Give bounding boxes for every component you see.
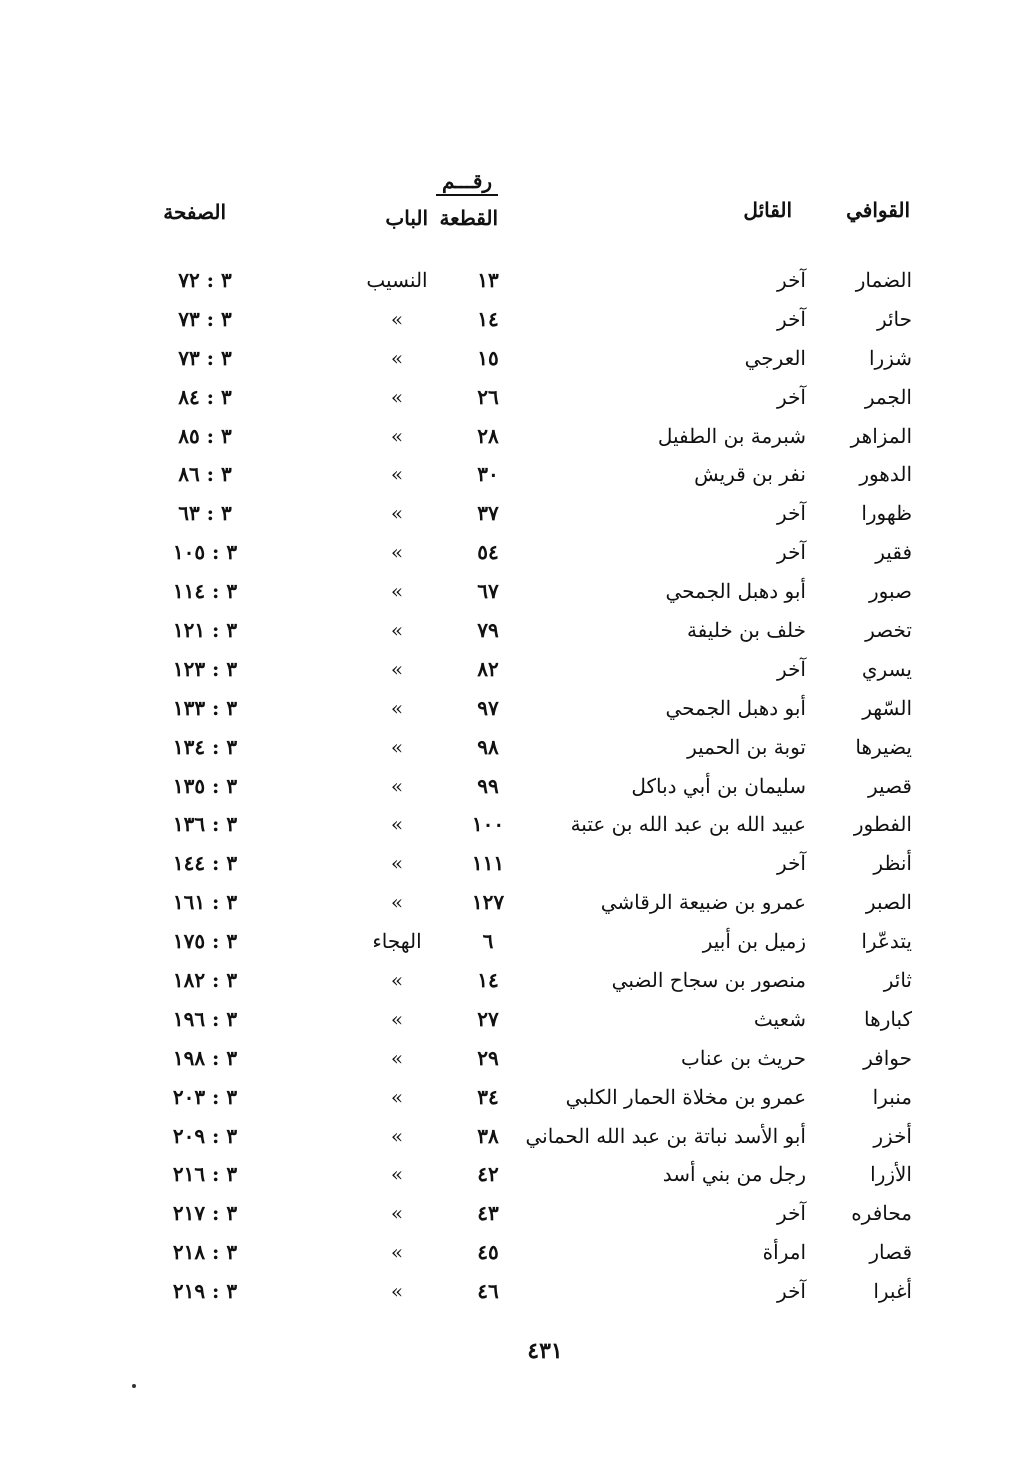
page-ref-cell: ٣ : ١٣٤ <box>172 734 238 759</box>
piece-number-cell: ٢٦ <box>477 384 499 409</box>
qawafi-cell: يضيرها <box>855 734 912 759</box>
table-row <box>0 651 1020 690</box>
table-row <box>0 262 1020 301</box>
piece-number-cell: ١٣ <box>477 268 499 292</box>
qawafi-cell: حائر <box>876 306 912 331</box>
table-row <box>0 806 1020 845</box>
header-qawafi: القوافي <box>846 198 910 222</box>
qail-cell: شعيث <box>753 1006 806 1031</box>
table-row <box>0 379 1020 418</box>
page-ref-cell: ٣ : ١٩٦ <box>172 1006 238 1031</box>
header-safha: الصفحة <box>163 200 226 224</box>
page-ref-cell: ٣ : ٨٦ <box>178 462 232 487</box>
qail-cell: منصور بن سجاح الضبي <box>611 968 806 993</box>
index-table <box>0 262 1020 1312</box>
qawafi-cell: الفطور <box>853 812 912 837</box>
qail-cell: عبيد الله بن عبد الله بن عتبة <box>570 812 806 837</box>
header-qitaa: القطعة <box>439 206 498 230</box>
chapter-cell: » <box>390 1084 404 1109</box>
qawafi-cell: محافره <box>851 1201 912 1226</box>
page-ref-cell: ٣ : ١٤٤ <box>172 851 238 876</box>
qail-cell: توبة بن الحمير <box>687 734 806 759</box>
qawafi-cell: أغبرا <box>873 1279 912 1304</box>
chapter-cell: » <box>390 384 404 409</box>
table-row <box>0 690 1020 729</box>
piece-number-cell: ١٤ <box>477 306 499 331</box>
qail-cell: آخر <box>777 851 806 876</box>
chapter-cell: » <box>390 1162 404 1187</box>
qawafi-cell: منبرا <box>872 1084 912 1109</box>
qawafi-cell: الصبر <box>865 890 912 915</box>
page-ref-cell: ٣ : ١٣٣ <box>172 695 238 720</box>
page-ref-cell: ٣ : ٢٠٩ <box>172 1123 238 1148</box>
page-ref-cell: ٣ : ١٣٦ <box>172 812 238 837</box>
piece-number-cell: ٢٨ <box>477 423 499 448</box>
piece-number-cell: ٣٧ <box>477 501 499 526</box>
qail-cell: أبو الأسد نباتة بن عبد الله الحماني <box>525 1123 806 1148</box>
qawafi-cell: الجمر <box>864 384 912 409</box>
table-row <box>0 573 1020 612</box>
chapter-cell: » <box>390 890 404 915</box>
chapter-cell: » <box>390 501 404 526</box>
page-ref-cell: ٣ : ١١٤ <box>172 579 238 604</box>
chapter-cell: » <box>390 1240 404 1265</box>
table-row <box>0 1156 1020 1195</box>
piece-number-cell: ١١١ <box>471 851 505 876</box>
table-row <box>0 301 1020 340</box>
page-ref-cell: ٣ : ١٦١ <box>172 890 238 915</box>
chapter-cell: » <box>390 540 404 565</box>
qawafi-cell: الدهور <box>859 462 912 487</box>
header-raqm: رقـــم <box>436 168 498 196</box>
page-ref-cell: ٣ : ٧٣ <box>178 306 232 331</box>
qawafi-cell: المزاهر <box>850 423 912 448</box>
qail-cell: آخر <box>777 384 806 409</box>
qail-cell: نفر بن قريش <box>694 462 806 487</box>
page-ref-cell: ٣ : ٢٠٣ <box>172 1084 238 1109</box>
qawafi-cell: كبارها <box>864 1006 912 1031</box>
page-ref-cell: ٣ : ١٠٥ <box>172 540 238 565</box>
table-row <box>0 1195 1020 1234</box>
qawafi-cell: يتدعّرا <box>861 929 912 954</box>
qawafi-cell: تخصر <box>865 618 912 643</box>
piece-number-cell: ٧٩ <box>477 618 499 643</box>
table-row <box>0 1273 1020 1312</box>
piece-number-cell: ١٥ <box>477 345 499 370</box>
chapter-cell: » <box>390 1279 404 1304</box>
qail-cell: آخر <box>777 656 806 681</box>
qawafi-cell: قصير <box>868 773 912 798</box>
page-ref-cell: ٣ : ٨٤ <box>178 384 232 409</box>
qail-cell: امرأة <box>762 1240 806 1265</box>
chapter-cell: » <box>390 1045 404 1070</box>
table-row <box>0 1234 1020 1273</box>
chapter-cell: » <box>390 851 404 876</box>
table-row <box>0 923 1020 962</box>
qail-cell: آخر <box>777 1279 806 1304</box>
chapter-cell: » <box>390 812 404 837</box>
page-ref-cell: ٣ : ٢١٧ <box>172 1201 238 1226</box>
qawafi-cell: قصار <box>869 1240 912 1265</box>
qail-cell: العرجي <box>744 345 806 370</box>
page-ref-cell: ٣ : ٢١٦ <box>172 1162 238 1187</box>
piece-number-cell: ٩٩ <box>477 773 499 798</box>
piece-number-cell: ١٢٧ <box>471 890 505 915</box>
page-ref-cell: ٣ : ٨٥ <box>178 423 232 448</box>
qawafi-cell: يسري <box>861 656 912 681</box>
page-ref-cell: ٣ : ١٣٥ <box>172 773 238 798</box>
table-row <box>0 1079 1020 1118</box>
qawafi-cell: ثائر <box>883 968 912 993</box>
page-ref-cell: ٣ : ١٨٢ <box>172 968 238 993</box>
piece-number-cell: ٤٥ <box>477 1240 499 1265</box>
chapter-cell: » <box>390 773 404 798</box>
table-row <box>0 534 1020 573</box>
qail-cell: سليمان بن أبي دباكل <box>631 773 806 798</box>
page-ref-cell: ٣ : ١٧٥ <box>172 929 238 954</box>
qawafi-cell: الضمار <box>855 268 912 292</box>
qail-cell: خلف بن خليفة <box>686 618 806 643</box>
page-ref-cell: ٣ : ٧٣ <box>178 345 232 370</box>
qail-cell: حريث بن عناب <box>681 1045 806 1070</box>
page-number: ٤٣١ <box>527 1338 563 1364</box>
qawafi-cell: شزرا <box>868 345 912 370</box>
qawafi-cell: الأزرا <box>870 1162 912 1187</box>
chapter-cell: النسيب <box>366 268 428 292</box>
page-ref-cell: ٣ : ١٩٨ <box>172 1045 238 1070</box>
qawafi-cell: ظهورا <box>861 501 912 526</box>
qail-cell: زميل بن أبير <box>702 929 806 954</box>
table-row <box>0 612 1020 651</box>
table-row <box>0 456 1020 495</box>
table-row <box>0 1001 1020 1040</box>
chapter-cell: الهجاء <box>372 929 422 954</box>
page-ref-cell: ٣ : ٦٣ <box>178 501 232 526</box>
qail-cell: أبو دهبل الجمحي <box>665 695 806 720</box>
qail-cell: آخر <box>777 501 806 526</box>
table-row <box>0 340 1020 379</box>
qail-cell: عمرو بن مخلاة الحمار الكلبي <box>565 1084 806 1109</box>
table-row <box>0 768 1020 807</box>
header-qail: القائل <box>743 198 792 222</box>
qail-cell: آخر <box>777 268 806 292</box>
page-ref-cell: ٣ : ٧٢ <box>178 268 232 292</box>
chapter-cell: » <box>390 1006 404 1031</box>
chapter-cell: » <box>390 579 404 604</box>
piece-number-cell: ٣٤ <box>477 1084 499 1109</box>
table-row <box>0 495 1020 534</box>
qail-cell: أبو دهبل الجمحي <box>665 579 806 604</box>
qawafi-cell: صبور <box>868 579 912 604</box>
chapter-cell: » <box>390 462 404 487</box>
table-row <box>0 884 1020 923</box>
page-ref-cell: ٣ : ٢١٩ <box>172 1279 238 1304</box>
piece-number-cell: ٣٠ <box>477 462 499 487</box>
piece-number-cell: ٤٣ <box>477 1201 499 1226</box>
piece-number-cell: ٨٢ <box>477 656 499 681</box>
qail-cell: رجل من بني أسد <box>662 1162 806 1187</box>
piece-number-cell: ٢٩ <box>477 1045 499 1070</box>
piece-number-cell: ٢٧ <box>477 1006 499 1031</box>
chapter-cell: » <box>390 695 404 720</box>
qawafi-cell: أنظر <box>873 851 912 876</box>
qail-cell: آخر <box>777 1201 806 1226</box>
chapter-cell: » <box>390 1201 404 1226</box>
table-row <box>0 418 1020 457</box>
piece-number-cell: ٩٨ <box>477 734 499 759</box>
page-ref-cell: ٣ : ١٢١ <box>172 618 238 643</box>
chapter-cell: » <box>390 656 404 681</box>
piece-number-cell: ٩٧ <box>477 695 499 720</box>
qail-cell: آخر <box>777 306 806 331</box>
chapter-cell: » <box>390 968 404 993</box>
piece-number-cell: ٤٢ <box>477 1162 499 1187</box>
piece-number-cell: ١٤ <box>477 968 499 993</box>
qail-cell: آخر <box>777 540 806 565</box>
chapter-cell: » <box>390 618 404 643</box>
chapter-cell: » <box>390 345 404 370</box>
page-ref-cell: ٣ : ٢١٨ <box>172 1240 238 1265</box>
table-row <box>0 1118 1020 1157</box>
qawafi-cell: السّهر <box>862 695 912 720</box>
piece-number-cell: ٤٦ <box>477 1279 499 1304</box>
piece-number-cell: ١٠٠ <box>471 812 505 837</box>
chapter-cell: » <box>390 306 404 331</box>
piece-number-cell: ٣٨ <box>477 1123 499 1148</box>
table-row <box>0 729 1020 768</box>
qawafi-cell: حوافر <box>863 1045 912 1070</box>
table-row <box>0 845 1020 884</box>
chapter-cell: » <box>390 1123 404 1148</box>
qawafi-cell: أخزر <box>873 1123 912 1148</box>
piece-number-cell: ٦٧ <box>477 579 499 604</box>
piece-number-cell: ٥٤ <box>477 540 499 565</box>
qail-cell: شبرمة بن الطفيل <box>657 423 806 448</box>
header-bab: الباب <box>385 206 428 230</box>
chapter-cell: » <box>390 734 404 759</box>
qawafi-cell: فقير <box>875 540 912 565</box>
qail-cell: عمرو بن ضبيعة الرقاشي <box>600 890 806 915</box>
chapter-cell: » <box>390 423 404 448</box>
table-row <box>0 1040 1020 1079</box>
page-ref-cell: ٣ : ١٢٣ <box>172 656 238 681</box>
table-row <box>0 962 1020 1001</box>
page-mark <box>132 1384 136 1388</box>
piece-number-cell: ٦ <box>482 929 494 954</box>
